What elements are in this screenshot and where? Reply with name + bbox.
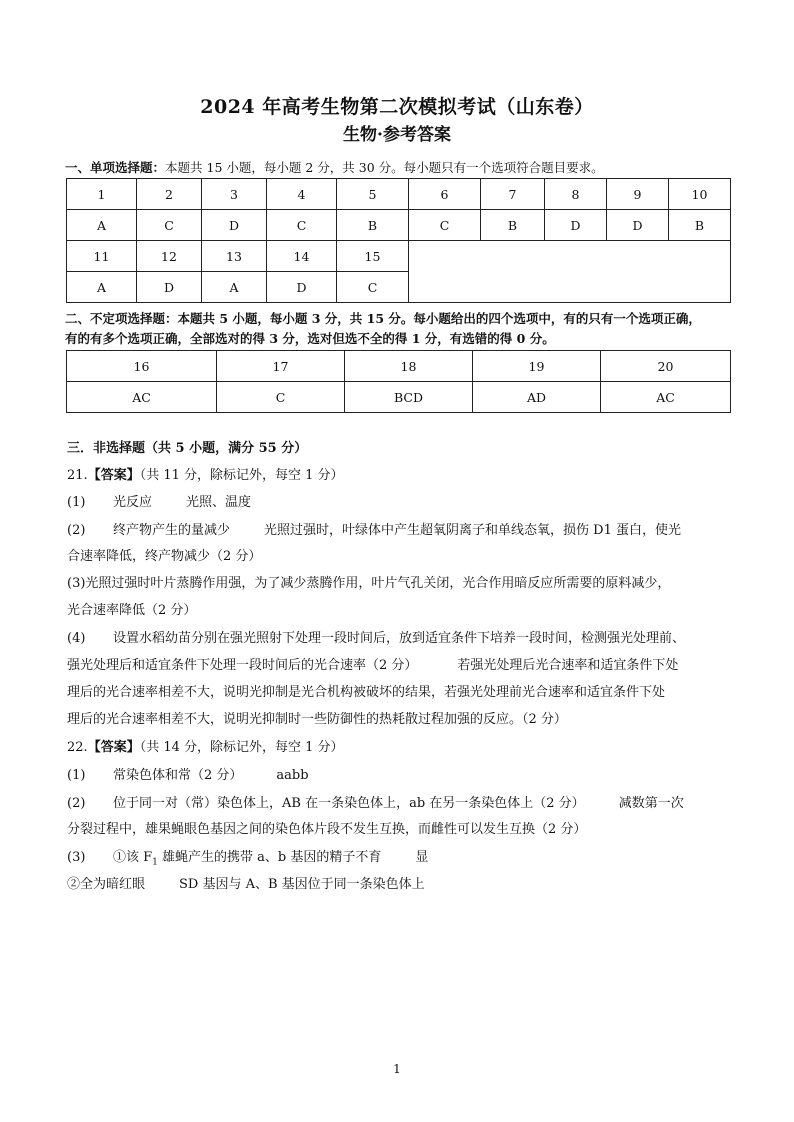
question-number-cell: 9 <box>607 179 669 210</box>
part-number: (4) <box>67 631 86 646</box>
q21-part4-line4: 理后的光合速率相差不大，说明光抑制时一些防御性的热耗散过程加强的反应。（2 分） <box>67 712 567 727</box>
question-number-cell: 5 <box>337 179 409 210</box>
answer-text: 显 <box>415 850 429 865</box>
answer-text: 强光处理后和适宜条件下处理一段时间后的光合速率（2 分） <box>67 658 418 673</box>
q21-number: 21. <box>67 468 88 483</box>
answer-cell: C <box>137 210 202 241</box>
question-number-cell: 17 <box>217 351 345 382</box>
answer-text: 雄蝇产生的携带 a、b 基因的精子不育 <box>157 850 382 865</box>
q22-score-note: （共 14 分，除标记外，每空 1 分） <box>139 740 344 755</box>
answer-text: ②全为暗红眼 <box>67 877 146 892</box>
answer-text: 光反应 <box>113 495 153 510</box>
answer-text: 减数第一次 <box>618 796 684 811</box>
section1-heading-text: 本题共 15 小题，每小题 2 分，共 30 分。每小题只有一个选项符合题目要求。 <box>165 160 604 175</box>
q21-part4 <box>67 630 733 648</box>
table-row <box>67 351 731 382</box>
section2-heading-line: 二、不定项选择题：本题共 5 小题，每小题 3 分，共 15 分。每小题给出的四个选项中，有的只有一个选项正确， <box>65 311 701 326</box>
answer-cell: C <box>409 210 481 241</box>
q22-answer-tag: 【答案】 <box>87 740 140 755</box>
page-subtitle: 生物·参考答案 <box>343 125 451 145</box>
q21-part2-cont: 合速率降低，终产物减少（2 分） <box>67 549 262 564</box>
section2-heading-line: 有的有多个选项正确，全部选对的得 3 分，选对但选不全的得 1 分，有选错的得 0 分。 <box>65 331 555 346</box>
answer-cell: B <box>337 210 409 241</box>
answer-cell: B <box>481 210 545 241</box>
q21-part2 <box>67 522 733 540</box>
answer-cell: AC <box>67 382 217 413</box>
answer-cell: A <box>202 272 267 303</box>
q21-part4-line2 <box>67 657 733 675</box>
section3-heading: 三．非选择题（共 5 小题，满分 55 分） <box>67 441 308 456</box>
section1-heading <box>65 158 735 178</box>
part-number: (1) <box>67 768 86 783</box>
part-number: (2) <box>67 796 86 811</box>
q21-part4-line3: 理后的光合速率相差不大，说明光抑制是光合机构被破坏的结果，若强光处理前光合速率和适宜条件下处 <box>67 685 666 700</box>
q22-number: 22. <box>67 740 88 755</box>
page-number: 1 <box>393 1062 401 1076</box>
answer-text: 位于同一对（常）染色体上，AB 在一条染色体上，ab 在另一条染色体上（2 分） <box>113 796 585 811</box>
part-number: (2) <box>67 523 86 538</box>
question-number-cell: 18 <box>345 351 473 382</box>
answer-cell: AC <box>601 382 731 413</box>
section2-heading <box>65 309 735 349</box>
q21-part3-cont: 光合速率降低（2 分） <box>67 603 197 618</box>
question-number-cell: 13 <box>202 241 267 272</box>
empty-merged-cell <box>409 241 731 303</box>
answer-text: ①该 F <box>113 850 153 865</box>
answer-cell: A <box>67 210 137 241</box>
table-row <box>67 382 731 413</box>
answer-cell: D <box>607 210 669 241</box>
q22-part2-cont: 分裂过程中，雄果蝇眼色基因之间的染色体片段不发生互换，而雌性可以发生互换（2 分） <box>67 822 587 837</box>
answer-cell: AD <box>473 382 601 413</box>
answer-cell: B <box>669 210 731 241</box>
answer-text: 设置水稻幼苗分别在强光照射下处理一段时间后，放到适宜条件下培养一段时间，检测强光处理前、 <box>113 631 686 646</box>
q21-part3: (3)光照过强时叶片蒸腾作用强，为了减少蒸腾作用，叶片气孔关闭，光合作用暗反应所需要的原料减少， <box>67 576 671 591</box>
question-number-cell: 10 <box>669 179 731 210</box>
answer-cell: C <box>217 382 345 413</box>
q22-part1 <box>67 767 733 785</box>
answer-text: aabb <box>276 768 309 783</box>
answer-cell: C <box>267 210 337 241</box>
q21-header <box>67 467 733 485</box>
answer-text: 光照、温度 <box>186 495 252 510</box>
answer-text: 若强光处理后光合速率和适宜条件下处 <box>457 658 679 673</box>
page-title: 2024 年高考生物第二次模拟考试（山东卷） <box>200 96 594 118</box>
q22-header <box>67 739 733 757</box>
question-number-cell: 19 <box>473 351 601 382</box>
q21-score-note: （共 11 分，除标记外，每空 1 分） <box>139 468 344 483</box>
question-number-cell: 4 <box>267 179 337 210</box>
q22-part4 <box>67 876 733 894</box>
question-number-cell: 16 <box>67 351 217 382</box>
table-row <box>67 210 731 241</box>
answer-cell: D <box>267 272 337 303</box>
question-number-cell: 3 <box>202 179 267 210</box>
answer-text: 终产物产生的量减少 <box>113 523 231 538</box>
answer-text: 光照过强时，叶绿体中产生超氧阴离子和单线态氧，损伤 D1 蛋白，使光 <box>264 523 681 538</box>
part-number: (3) <box>67 850 86 865</box>
question-number-cell: 6 <box>409 179 481 210</box>
table-row <box>67 241 731 272</box>
answer-cell: C <box>337 272 409 303</box>
answer-text: SD 基因与 A、B 基因位于同一条染色体上 <box>179 877 425 892</box>
part-number: (1) <box>67 495 86 510</box>
answer-cell: D <box>545 210 607 241</box>
answer-cell: D <box>202 210 267 241</box>
q22-part2 <box>67 795 733 813</box>
answer-text: 常染色体和常（2 分） <box>113 768 243 783</box>
answer-cell: BCD <box>345 382 473 413</box>
q21-answer-tag: 【答案】 <box>87 468 140 483</box>
question-number-cell: 20 <box>601 351 731 382</box>
single-choice-answer-table <box>66 178 731 303</box>
section1-heading-label: 一、单项选择题： <box>65 160 166 175</box>
question-number-cell: 12 <box>137 241 202 272</box>
multiple-choice-answer-table <box>66 350 731 413</box>
question-number-cell: 1 <box>67 179 137 210</box>
table-row <box>67 179 731 210</box>
question-number-cell: 2 <box>137 179 202 210</box>
question-number-cell: 7 <box>481 179 545 210</box>
q22-part3 <box>67 849 733 872</box>
answer-cell: A <box>67 272 137 303</box>
q21-part1 <box>67 494 733 512</box>
question-number-cell: 15 <box>337 241 409 272</box>
subscript: 1 <box>152 857 158 868</box>
question-number-cell: 14 <box>267 241 337 272</box>
answer-cell: D <box>137 272 202 303</box>
question-number-cell: 8 <box>545 179 607 210</box>
question-number-cell: 11 <box>67 241 137 272</box>
